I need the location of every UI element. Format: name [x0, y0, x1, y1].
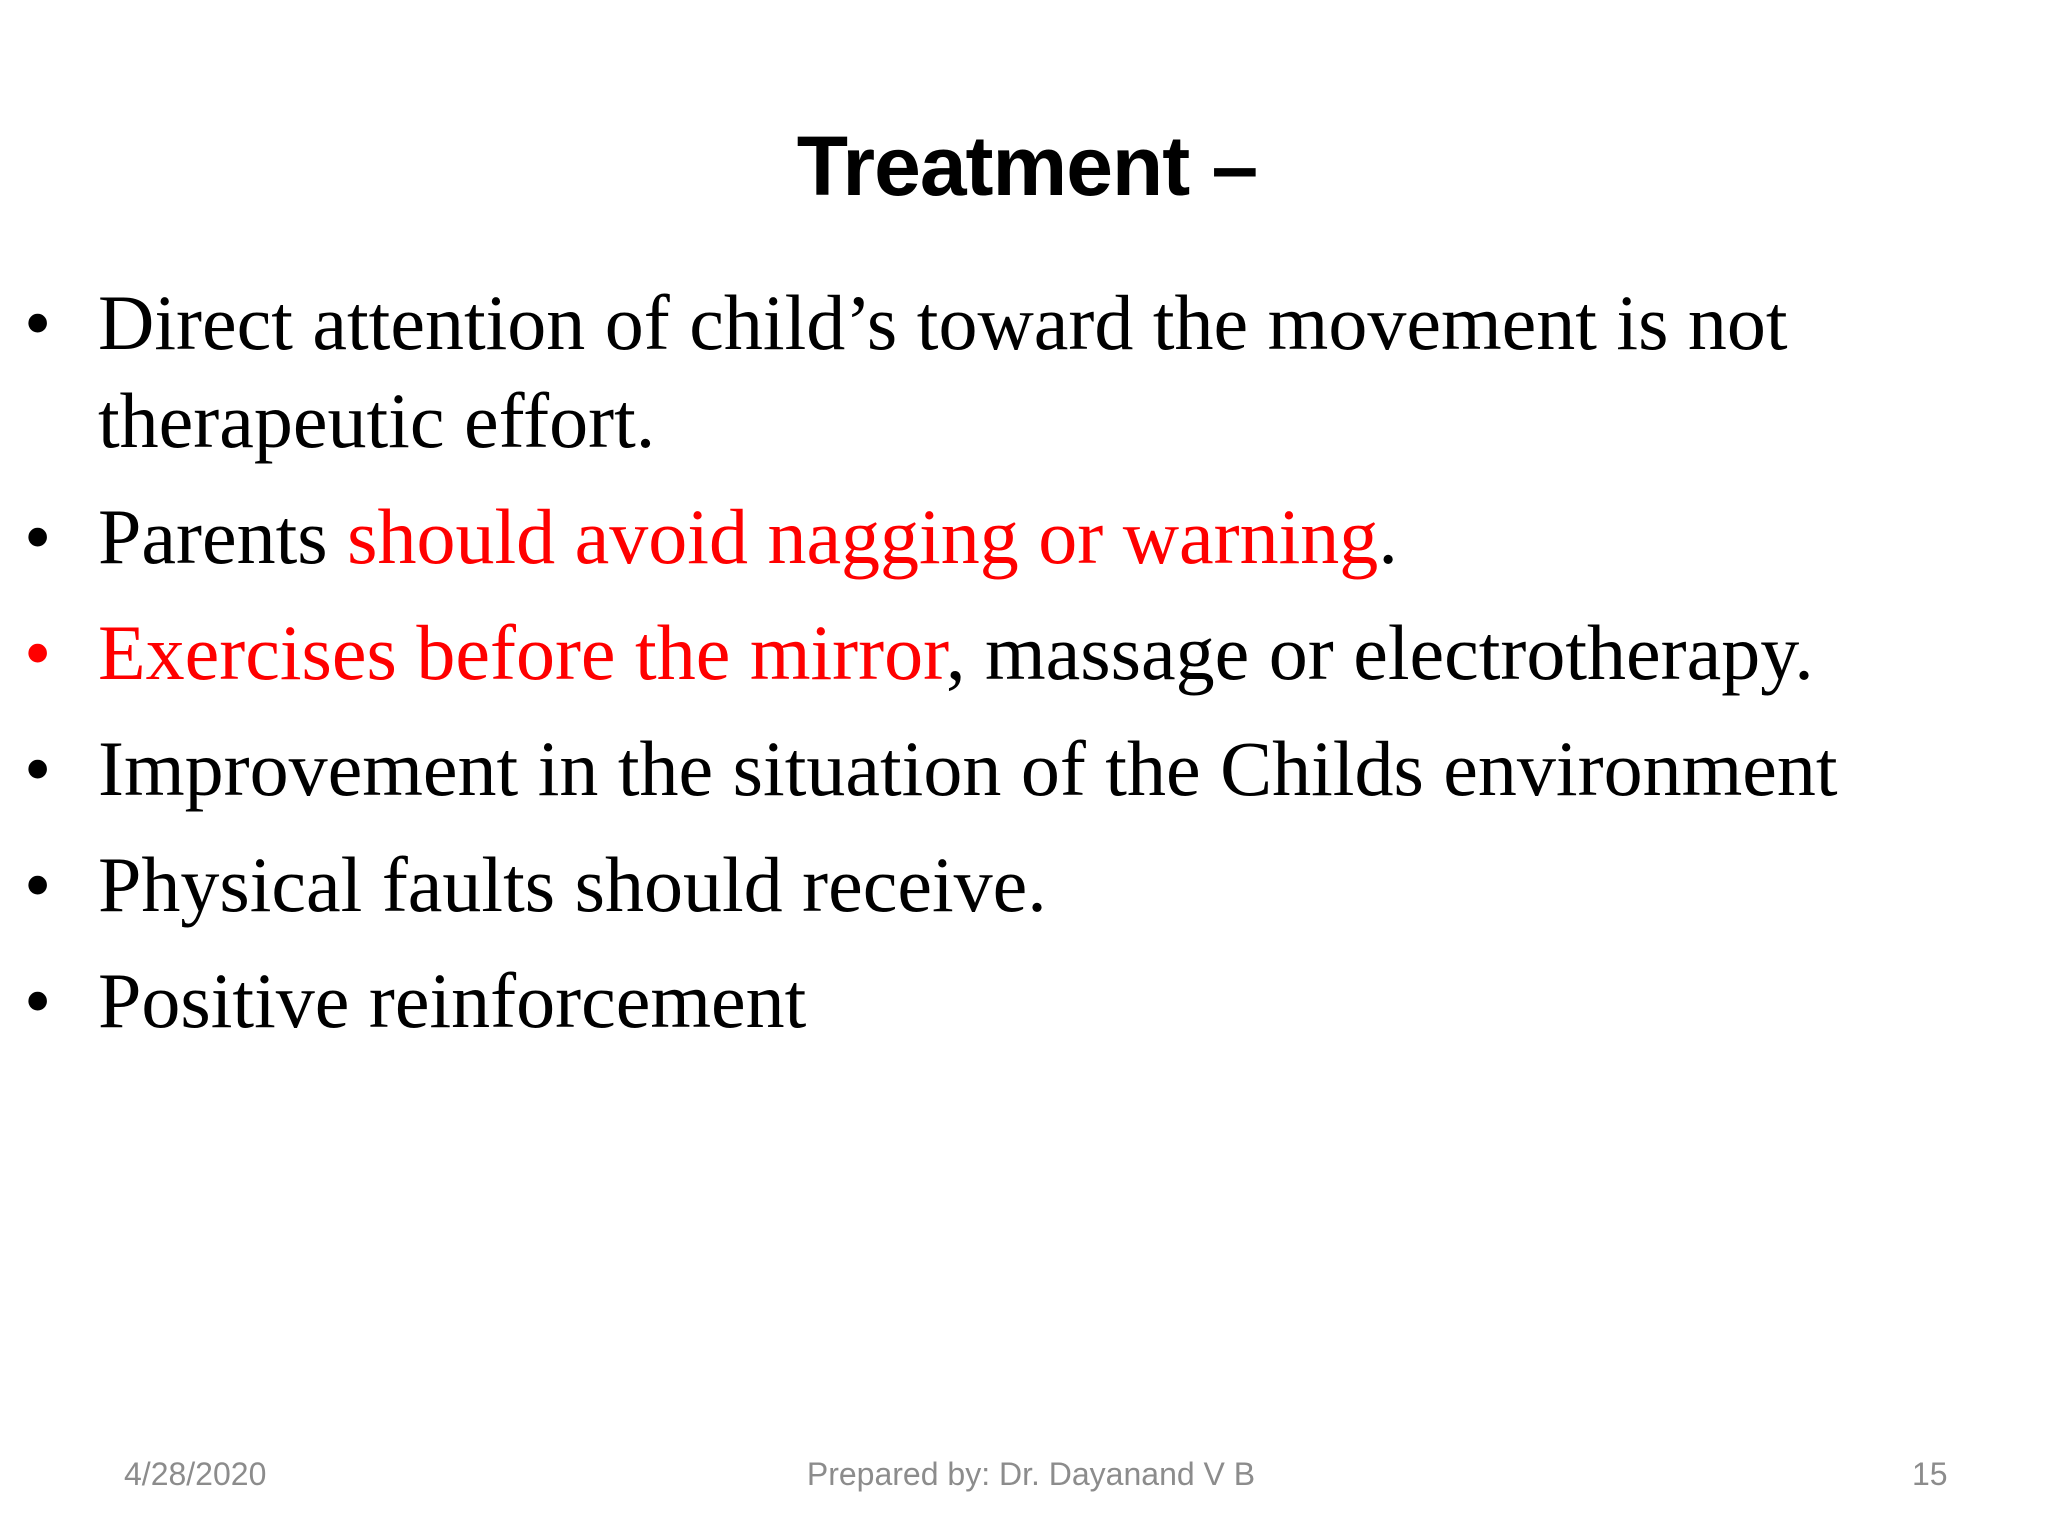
bullet-text: .: [1378, 493, 1398, 580]
bullet-dot-icon: •: [24, 841, 52, 928]
bullet-item: [0, 604, 2000, 702]
bullet-text: Direct attention of child’s toward the movement is not therapeutic effort.: [98, 279, 1788, 464]
bullet-item: [0, 836, 2000, 934]
bullet-text: Physical faults should receive.: [98, 841, 1047, 928]
bullet-dot-icon: •: [24, 957, 52, 1044]
bullet-highlight-text: Exercises before the mirror: [98, 609, 946, 696]
bullet-text: Positive reinforcement: [98, 957, 807, 1044]
footer-page-number: 15: [1912, 1456, 1948, 1492]
bullet-item: [0, 720, 2000, 818]
bullet-dot-icon: •: [24, 609, 52, 696]
bullet-dot-icon: •: [24, 279, 52, 366]
bullet-highlight-text: should avoid nagging or warning: [347, 493, 1379, 580]
bullet-list: [0, 274, 2000, 1068]
bullet-item: [0, 952, 2000, 1050]
bullet-dot-icon: •: [24, 493, 52, 580]
bullet-text: , massage or electrotherapy.: [945, 609, 1814, 696]
bullet-dot-icon: •: [24, 725, 52, 812]
footer-date: 4/28/2020: [124, 1456, 267, 1492]
bullet-text: Improvement in the situation of the Childs environment: [98, 725, 1838, 812]
bullet-item: [0, 488, 2000, 586]
slide-title: Treatment –: [796, 119, 1258, 213]
footer-author: Prepared by: Dr. Dayanand V B: [806, 1456, 1256, 1492]
bullet-text: Parents: [98, 493, 348, 580]
bullet-item: [0, 274, 2000, 470]
